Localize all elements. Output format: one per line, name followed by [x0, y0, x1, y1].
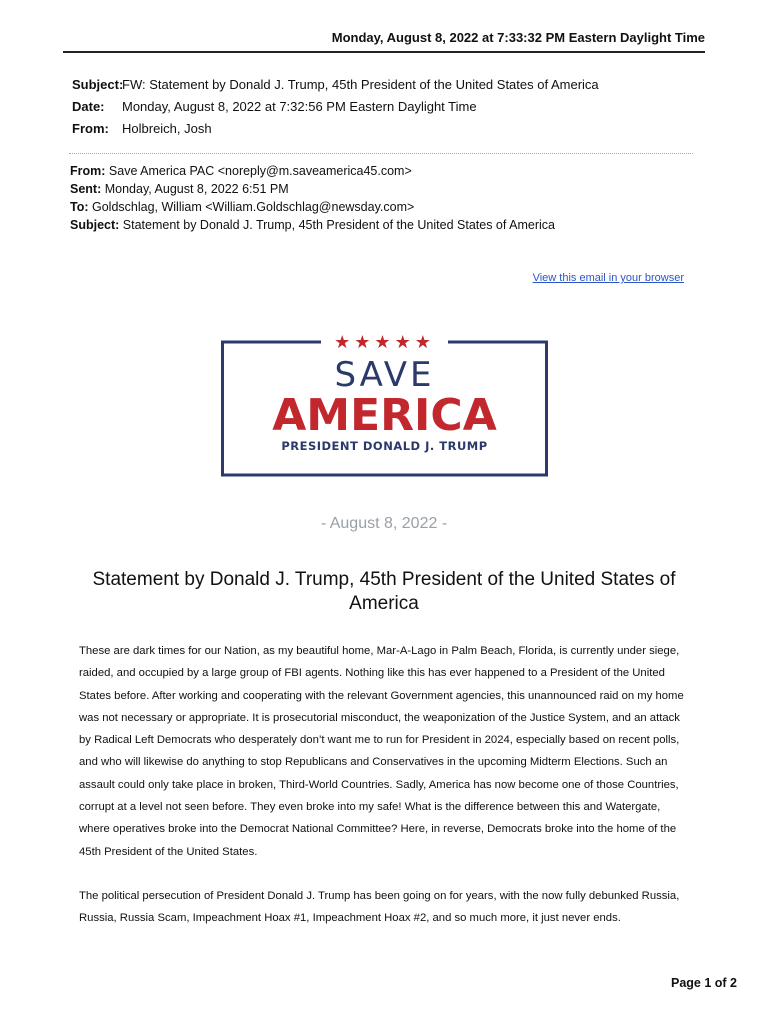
date-row: [72, 96, 599, 118]
from-value: Holbreich, Josh: [122, 121, 212, 136]
fwd-to-label: To:: [70, 200, 89, 214]
fwd-subject-row: [70, 216, 555, 234]
subject-label: Subject:: [72, 77, 124, 92]
logo-stars: ★★★★★: [334, 332, 435, 353]
subject-value: FW: Statement by Donald J. Trump, 45th President of the United States of America: [122, 77, 599, 92]
statement-body: [79, 640, 691, 952]
forwarded-header: [70, 162, 555, 234]
fwd-from-value: Save America PAC <noreply@m.saveamerica45.com>: [108, 164, 412, 178]
subject-row: [72, 74, 599, 96]
paragraph: These are dark times for our Nation, as my beautiful home, Mar-A-Lago in Palm Beach, Florida, is currently under siege, raided, and occupied by a large group of FBI agents. Nothing like this has ever happened to a President of the United States before. After working and cooperating with the relevant Government agencies, this unannounced raid on my home was not necessary or appropriate. It is prosecutorial misconduct, the weaponization of the Justice System, and an attack by Radical Left Democrats who desperately don’t want me to run for President in 2024, especially based on recent polls, and who will likewise do anything to stop Republicans and Conservatives in the upcoming Midterm Elections. Such an assault could only take place in broken, Third-World Countries. Sadly, America has now become one of those Countries, corrupt at a level not seen before. They even broke into my safe! What is the difference between this and Watergate, where operatives broke into the Democrat National Committee? Here, in reverse, Democrats broke into the home of the 45th President of the United States.: [79, 645, 684, 858]
date-label: Date:: [72, 99, 105, 114]
fwd-sent-label: Sent:: [70, 182, 102, 196]
email-header: [72, 74, 599, 140]
dotted-divider: [69, 153, 693, 154]
page-number: Page 1 of 2: [671, 976, 737, 990]
from-label: From:: [72, 121, 109, 136]
statement-title: Statement by Donald J. Trump, 45th President of the United States of America: [92, 569, 676, 614]
paragraph: The political persecution of President Donald J. Trump has been going on for years, with the now fully debunked Russia, Russia, Russia Scam, Impeachment Hoax #1, Impeachment Hoax #2, and so much more, it just never ends.: [79, 889, 680, 925]
logo-tagline: PRESIDENT DONALD J. TRUMP: [281, 439, 488, 453]
logo-word-america: AMERICA: [272, 390, 497, 441]
from-row: [72, 118, 599, 140]
header-rule: [63, 51, 705, 53]
fwd-from-row: [70, 162, 555, 180]
logo-word-save: SAVE: [334, 355, 435, 395]
fwd-from-label: From:: [70, 164, 106, 178]
fwd-sent-row: [70, 180, 555, 198]
fwd-to-value: Goldschlag, William <William.Goldschlag@newsday.com>: [92, 200, 415, 214]
fwd-to-row: [70, 198, 555, 216]
fwd-subject-value: Statement by Donald J. Trump, 45th President of the United States of America: [122, 218, 555, 232]
save-america-logo: [221, 332, 548, 477]
statement-date: - August 8, 2022 -: [320, 515, 448, 532]
date-value: Monday, August 8, 2022 at 7:32:56 PM Eastern Daylight Time: [122, 99, 477, 114]
fwd-sent-value: Monday, August 8, 2022 6:51 PM: [104, 182, 289, 196]
fwd-subject-label: Subject:: [70, 218, 120, 232]
view-in-browser-link[interactable]: View this email in your browser: [532, 272, 684, 284]
print-timestamp: Monday, August 8, 2022 at 7:33:32 PM Eastern Daylight Time: [331, 30, 705, 45]
